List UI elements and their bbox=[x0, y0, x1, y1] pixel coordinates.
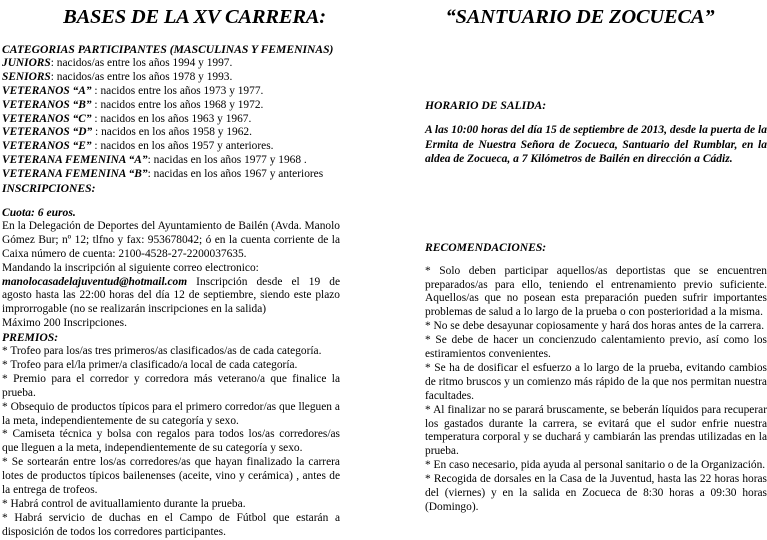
category-row bbox=[2, 57, 340, 71]
category-row bbox=[2, 85, 340, 99]
right-column bbox=[425, 29, 767, 540]
premio-item: * Obsequio de productos típicos para el primero corredor/as que lleguen a la meta, independientemente de su categoría y sexo. bbox=[2, 400, 340, 427]
recomendacion-item: * En caso necesario, pida ayuda al personal sanitario o de la Organización. bbox=[425, 459, 766, 472]
category-text: : nacidos en los años 1957 y anteriores. bbox=[91, 140, 274, 153]
category-text: : nacidos en los años 1958 y 1962. bbox=[92, 126, 252, 139]
category-row bbox=[2, 154, 340, 168]
inscripciones-dates-text: Inscripción desde el 19 de agosto hasta las 22:00 horas del día 12 de septiembre, siendo este plazo improrrogable (no se realizarán inscripciones en la salida) bbox=[2, 275, 340, 316]
email-address: manolocasadelajuventud@hotmail.com bbox=[2, 275, 188, 288]
recomendacion-item: * Al finalizar no se parará bruscamente, se beberán líquidos para recuperar los gastados durante la carrera, se evitará que el sudor enfrie nuestra temperatura corporal y se duchará y cambiarán las prendas utilizadas en la prueba. bbox=[425, 403, 767, 458]
page-title-left: BASES DE LA XV CARRERA: bbox=[63, 6, 326, 28]
horario-heading: HORARIO DE SALIDA: bbox=[425, 99, 547, 112]
inscripciones-maximo: Máximo 200 Inscripciones. bbox=[2, 317, 127, 330]
category-row bbox=[2, 140, 340, 154]
category-row bbox=[2, 126, 340, 140]
recomendacion-item: * Se ha de dosificar el esfuerzo a lo largo de la prueba, evitando cambios de ritmo bruscos y un comienzo más rápido de la que nos permitan nuestra facultades. bbox=[425, 361, 767, 402]
spacer bbox=[425, 255, 767, 265]
premio-item: * Habrá servicio de duchas en el Campo de Fútbol que estarán a disposición de todos los corredores participantes. bbox=[2, 511, 340, 538]
recomendaciones-list bbox=[425, 265, 767, 515]
category-text: : nacidos/as entre los años 1978 y 1993. bbox=[50, 70, 233, 83]
spacer bbox=[2, 196, 340, 206]
inscripciones-paragraph-2: Mandando la inscripción al siguiente correo electronico: bbox=[2, 261, 259, 274]
spacer bbox=[425, 113, 767, 123]
category-row bbox=[2, 113, 340, 127]
recomendacion-item: * Se debe de hacer un concienzudo calentamiento previo, así como los estiramientos convenientes. bbox=[425, 334, 767, 361]
category-label: VETERANOS “B” bbox=[2, 98, 92, 111]
premios-list bbox=[2, 345, 340, 540]
category-text: : nacidos en los años 1963 y 1967. bbox=[91, 112, 252, 125]
cuota-line: Cuota: 6 euros. bbox=[2, 205, 76, 219]
category-label: JUNIORS bbox=[2, 56, 51, 69]
recomendacion-item: * Recogida de dorsales en la Casa de la Juventud, hasta las 22 horas horas del (viernes) y en la salida en Zocueca de 8:30 horas a 09:30 horas (Domingo). bbox=[425, 473, 767, 513]
category-text: : nacidos/as entre los años 1994 y 1997. bbox=[50, 56, 233, 69]
premio-item: * Habrá control de avituallamiento durante la prueba. bbox=[2, 498, 246, 510]
category-label: VETERANA FEMENINA “A” bbox=[2, 154, 148, 167]
recomendacion-item: * No se debe desayunar copiosamente y hará dos horas antes de la carrera. bbox=[425, 320, 765, 333]
premio-item: * Trofeo para los/as tres primeros/as clasificados/as de cada categoría. bbox=[2, 345, 322, 358]
category-label: VETERANOS “E” bbox=[2, 140, 92, 153]
category-text: : nacidos entre los años 1973 y 1977. bbox=[91, 84, 264, 97]
category-text: : nacidos entre los años 1968 y 1972. bbox=[91, 98, 264, 111]
premio-item: * Se sortearán entre los/as corredores/as que hayan finalizado la carrera lotes de productos típicos bailenenses (aceite, vino y cerámica) , antes de la entrega de trofeos. bbox=[2, 456, 340, 497]
spacer bbox=[425, 43, 767, 99]
category-row bbox=[2, 71, 340, 85]
left-column bbox=[0, 29, 340, 540]
spacer bbox=[425, 167, 767, 241]
category-label: VETERANOS “A” bbox=[2, 84, 92, 97]
premios-heading: PREMIOS: bbox=[2, 331, 59, 345]
category-row bbox=[2, 168, 340, 182]
category-label: VETERANOS “C” bbox=[2, 112, 92, 125]
document-titles bbox=[0, 0, 767, 29]
categories-list bbox=[2, 57, 340, 182]
premio-item: * Trofeo para el/la primer/a clasificado/a local de cada categoría. bbox=[2, 358, 298, 371]
category-label: VETERANA FEMENINA “B” bbox=[2, 168, 148, 181]
category-text: : nacidas en los años 1967 y anteriores bbox=[147, 168, 324, 181]
category-label: SENIORS bbox=[2, 70, 51, 83]
page-title-right: “SANTUARIO DE ZOCUECA” bbox=[445, 6, 715, 28]
recomendaciones-heading: RECOMENDACIONES: bbox=[425, 240, 547, 254]
categories-heading: CATEGORIAS PARTICIPANTES (MASCULINAS Y FEMENINAS) bbox=[2, 43, 334, 56]
recomendacion-item: * Solo deben participar aquellos/as deportistas que se encuentren preparados/as para ello, teniendo el entrenamiento previo suficiente. Aquellos/as que no posean esta preparación pueden sufrir importantes problemas de salud a lo largo de la prueba o con posterioridad a la misma. bbox=[425, 264, 767, 319]
inscripciones-heading: INSCRIPCIONES: bbox=[2, 182, 96, 196]
two-column-body bbox=[0, 29, 767, 540]
premio-item: * Premio para el corredor y corredora más veterano/a que finalice la prueba. bbox=[2, 372, 340, 399]
inscripciones-paragraph-1: En la Delegación de Deportes del Ayuntamiento de Bailén (Avda. Manolo Gómez Bur; nº 12; tlfno y fax: 953678042; ó en la cuenta corriente de la Caixa número de cuenta: 2100-4528-27-2200037635. bbox=[2, 219, 340, 260]
category-row bbox=[2, 99, 340, 113]
premio-item: * Camiseta técnica y bolsa con regalos para todos los/as corredores/as que lleguen a la meta, independientemente de su categoría y sexo. bbox=[2, 428, 340, 455]
category-label: VETERANOS “D” bbox=[2, 126, 93, 139]
inscripciones-paragraph-3 bbox=[2, 276, 340, 318]
horario-body: A las 10:00 horas del día 15 de septiembre de 2013, desde la puerta de la Ermita de Nuestra Señora de Zocueca, Santuario del Rumblar, en la aldea de Zocueca, a 7 Kilómetros de Bailén en dirección a Cádiz. bbox=[425, 123, 767, 166]
column-gutter bbox=[340, 29, 425, 540]
category-text: : nacidas en los años 1977 y 1968 . bbox=[147, 154, 307, 167]
